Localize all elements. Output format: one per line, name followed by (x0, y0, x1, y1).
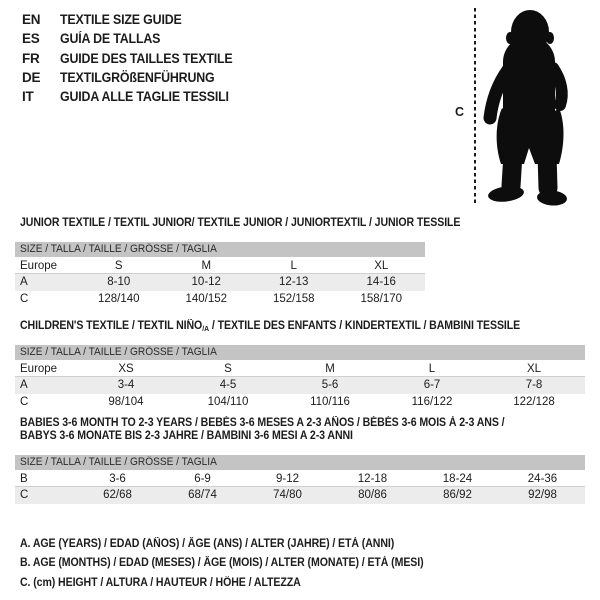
size-header-bar (15, 455, 585, 470)
row-label: Europe (20, 363, 58, 375)
children-size-table (15, 320, 585, 410)
height-cell: 74/80 (273, 489, 302, 502)
height-cell: 158/170 (360, 292, 403, 305)
language-row-fr (22, 49, 248, 68)
language-row-en (22, 10, 248, 29)
age-cell: 9-12 (275, 473, 300, 485)
table-row (15, 291, 425, 307)
age-cell: 24-36 (527, 473, 558, 485)
language-title: TEXTILE SIZE GUIDE (60, 12, 182, 27)
table-row (15, 377, 585, 393)
language-code: IT (22, 89, 34, 105)
language-code: EN (22, 12, 41, 27)
table-row (15, 274, 425, 290)
age-cell: 7-8 (525, 379, 543, 392)
age-cell: 12-13 (279, 276, 309, 289)
age-cell: 6-7 (423, 379, 441, 392)
size-cell: XL (374, 260, 389, 272)
table-row (15, 258, 425, 274)
language-code: ES (22, 31, 40, 47)
height-measure-label: C (455, 105, 465, 119)
junior-table-title: JUNIOR TEXTILE / TEXTIL JUNIOR/ TEXTILE JUNIOR / JUNIORTEXTIL / JUNIOR TESSILE (20, 217, 461, 229)
age-cell: 18-24 (442, 473, 473, 485)
size-cell: L (428, 363, 436, 375)
row-label: Europe (20, 260, 58, 272)
height-cell: 128/140 (97, 292, 140, 305)
table-row (15, 487, 585, 503)
note-height-cm: C. (cm) HEIGHT / ALTURA / HAUTEUR / HÖHE / ALTEZZA (20, 576, 301, 589)
height-cell: 80/86 (358, 489, 387, 502)
gender-subscript: /A (202, 324, 210, 333)
age-cell: 5-6 (321, 379, 339, 392)
row-label: A (20, 379, 28, 392)
language-code: DE (22, 69, 41, 85)
height-cell: 98/104 (108, 395, 144, 408)
size-cell: XS (118, 363, 134, 375)
age-cell: 6-9 (194, 473, 211, 485)
language-title: GUÍA DE TALLAS (60, 31, 161, 47)
height-cell: 86/92 (443, 489, 472, 502)
height-cell: 140/152 (185, 292, 228, 305)
table-row (15, 471, 585, 487)
age-cell: 4-5 (219, 379, 237, 392)
note-age-years: A. AGE (YEARS) / EDAD (AÑOS) / ÂGE (ANS) / ALTER (JAHRE) / ETÀ (ANNI) (20, 538, 395, 550)
language-title: TEXTILGRÖßENFÜHRUNG (60, 69, 215, 85)
age-cell: 10-12 (191, 276, 221, 289)
size-cell: S (224, 363, 232, 375)
size-cell: XL (526, 363, 542, 375)
babies-title-line2: BABYS 3-6 MONATE BIS 2-3 JAHRE / BAMBINI 3-6 MESI A 2-3 ANNI (20, 429, 353, 442)
table-row (15, 361, 585, 377)
language-row-it (22, 87, 248, 106)
size-header-bar (15, 345, 585, 360)
size-header-label: SIZE / TALLA / TAILLE / GRÖSSE / TAGLIA (20, 346, 217, 358)
table-row (15, 394, 585, 410)
size-cell: M (325, 363, 335, 375)
row-label: C (20, 395, 29, 408)
size-header-label: SIZE / TALLA / TAILLE / GRÖSSE / TAGLIA (20, 243, 217, 255)
baby-silhouette-icon (482, 6, 577, 208)
row-label: C (20, 489, 29, 502)
junior-table-rows (15, 258, 425, 307)
note-age-months: B. AGE (MONTHS) / EDAD (MESES) / ÂGE (MOIS) / ALTER (MONATE) / ETÀ (MESI) (20, 557, 424, 570)
language-code: FR (22, 50, 40, 66)
language-title: GUIDE DES TAILLES TEXTILE (60, 50, 233, 66)
height-cell: 92/98 (528, 489, 557, 502)
height-cell: 116/122 (411, 395, 453, 408)
height-cell: 62/68 (103, 489, 132, 502)
language-header (22, 10, 248, 106)
babies-size-table (15, 417, 585, 504)
height-cell: 104/110 (207, 395, 249, 408)
height-cell: 152/158 (272, 292, 315, 305)
babies-title-line1: BABIES 3-6 MONTH TO 2-3 YEARS / BEBÉS 3-6 MESES A 2-3 AÑOS / BÉBÉS 3-6 MOIS À 2-3 ANS / (20, 417, 505, 429)
babies-table-rows (15, 471, 585, 504)
babies-table-title (15, 417, 585, 442)
height-cell: 68/74 (188, 489, 217, 502)
size-cell: S (114, 260, 123, 272)
age-cell: 12-18 (357, 473, 388, 485)
height-measure-dashed-line (474, 8, 476, 206)
language-row-de (22, 68, 248, 87)
legend-notes (15, 535, 459, 593)
children-table-title: CHILDREN'S TEXTILE / TEXTIL NIÑO/A / TEXTILE DES ENFANTS / KINDERTEXTIL / BAMBINI TESSILE (20, 320, 521, 333)
age-cell: 3-6 (109, 473, 126, 485)
row-label: C (20, 292, 29, 305)
age-cell: 14-16 (366, 276, 396, 289)
size-cell: M (201, 260, 212, 272)
junior-size-table (15, 217, 461, 307)
size-header-label: SIZE / TALLA / TAILLE / GRÖSSE / TAGLIA (20, 456, 217, 468)
language-title: GUIDA ALLE TAGLIE TESSILI (60, 89, 229, 105)
height-cell: 122/128 (513, 395, 555, 408)
language-row-es (22, 29, 248, 48)
row-label: A (20, 276, 28, 289)
size-cell: L (290, 260, 297, 272)
age-cell: 8-10 (107, 276, 131, 289)
children-table-rows (15, 361, 585, 410)
height-cell: 110/116 (310, 395, 350, 408)
size-header-bar (15, 242, 425, 257)
age-cell: 3-4 (117, 379, 135, 392)
row-label: B (20, 473, 28, 485)
